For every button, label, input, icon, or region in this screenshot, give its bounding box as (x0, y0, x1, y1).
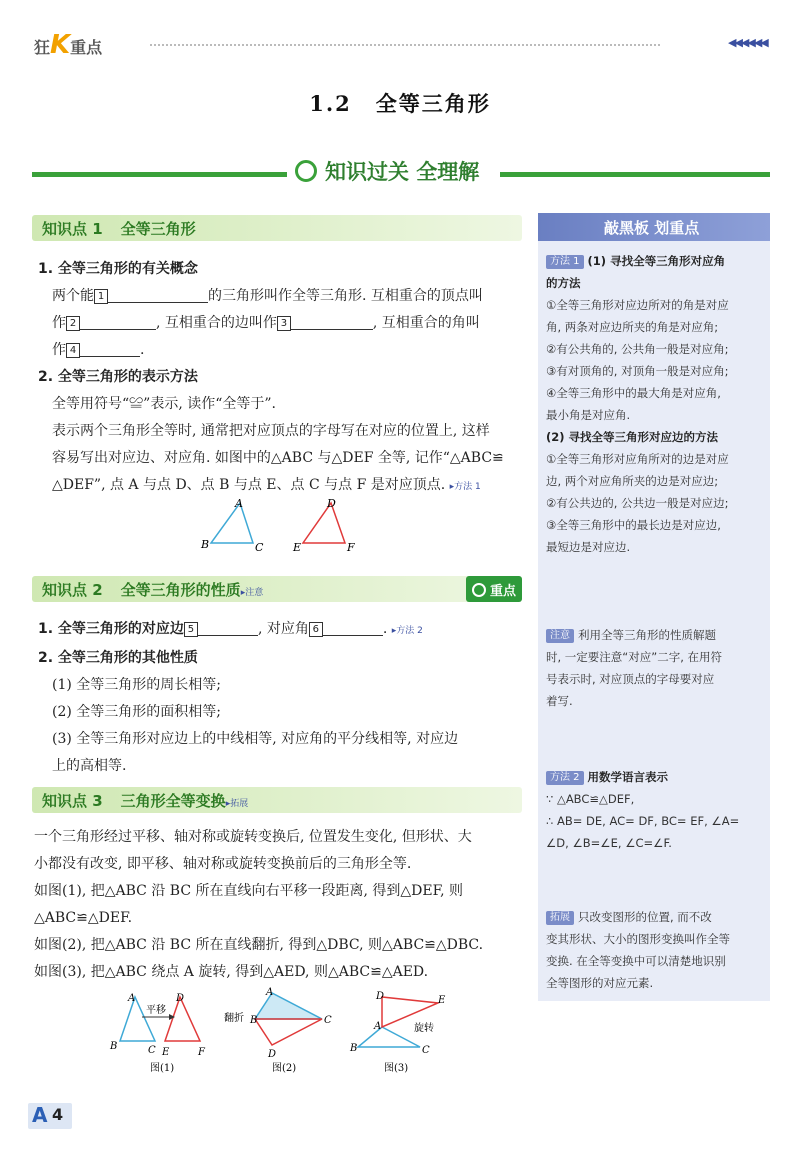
svg-text:翻折: 翻折 (224, 1013, 244, 1024)
svg-text:B: B (110, 1041, 118, 1052)
method-2-label: 方法 2 (546, 771, 584, 785)
triangle-abc (211, 503, 253, 543)
svg-text:D: D (176, 993, 185, 1004)
key-point-badge: 重点 (466, 576, 522, 602)
k2-item-3: (3) 全等三角形对应边上的中线相等, 对应角的平分线相等, 对应边 (52, 731, 459, 747)
knowledge-bar-1: 知识点 1 全等三角形 (32, 215, 522, 241)
blank-4-box: 4 (66, 343, 80, 358)
blank-6[interactable] (323, 618, 383, 636)
svg-text:A: A (128, 993, 136, 1004)
banner-line-right (500, 172, 770, 177)
blank-2-box: 2 (66, 316, 80, 331)
svg-text:A: A (266, 987, 274, 998)
method-1-label: 方法 1 (546, 255, 584, 269)
blank-6-box: 6 (309, 622, 323, 637)
k1-heading-1: 1. 全等三角形的有关概念 (38, 261, 198, 277)
k1-heading-2: 2. 全等三角形的表示方法 (38, 369, 198, 385)
svg-text:旋转: 旋转 (414, 1023, 434, 1034)
sidebar-method-2: 方法 2 用数学语言表示 ∵ △ABC≌△DEF, ∴ AB= DE, AC= DF, BC= EF, ∠A= ∠D, ∠B=∠E, ∠C=∠F. (546, 770, 740, 850)
svg-text:B: B (350, 1043, 358, 1054)
k3-content (34, 824, 483, 986)
knowledge-bar-3: 知识点 3 三角形全等变换▸拓展 (32, 787, 522, 813)
blank-3-box: 3 (277, 316, 291, 331)
k1-para-2: 表示两个三角形全等时, 通常把对应顶点的字母写在对应的位置上, 这样 (52, 423, 490, 439)
section-banner: 知识过关 全理解 (295, 156, 479, 186)
svg-text:C: C (324, 1015, 332, 1026)
k3-para-6: 如图(3), 把△ABC 绕点 A 旋转, 得到△AED, 则△ABC≌△AED. (34, 964, 429, 980)
svg-text:E: E (162, 1047, 170, 1058)
knowledge-bar-2: 知识点 2 全等三角形的性质▸注意 重点 (32, 576, 522, 602)
svg-text:F: F (198, 1047, 205, 1058)
k2-item-1: (1) 全等三角形的周长相等; (52, 677, 221, 693)
svg-text:平移: 平移 (146, 1005, 166, 1016)
sidebar-method-1: 方法 1 (1) 寻找全等三角形对应角 的方法 ①全等三角形对应边所对的角是对应 角, 两条对应边所夹的角是对应角; ②有公共角的, 公共角一般是对应角; ③有对顶角的, 对顶角一般是对应角; ④全等三角形中的最大角是对应角, 最小角是对应角. (2) 寻找全等三角形对应边的方法 ①全等三角形对应角所对的边是对应 边, 两个对应角所夹的边是对应边; ②有公共边的, 公共边一般是对应边; ③全等三角形中的最长边是对应边, 最短边是对应边. (546, 254, 729, 554)
k3-para-4: △ABC≌△DEF. (34, 910, 133, 926)
svg-text:C: C (422, 1045, 430, 1056)
method-2-link[interactable]: ▸方法 2 (391, 626, 423, 636)
banner-line-left (32, 172, 287, 177)
refresh-icon (295, 160, 317, 182)
sidebar-note: 注意 利用全等三角形的性质解题 时, 一定要注意“对应”二字, 在用符 号表示时, 对应顶点的字母要对应 着写. (546, 628, 723, 708)
blank-3[interactable] (291, 312, 373, 330)
fig-3-caption: 图(3) (384, 1063, 409, 1074)
blank-4[interactable] (80, 339, 140, 357)
blank-2[interactable] (80, 312, 156, 330)
k2-content: 1. 全等三角形的对应边 5 , 对应角 6 . ▸方法 2 2. 全等三角形的其他性质 (1) 全等三角形的周长相等; (2) 全等三角形的面积相等; (3) 全等三角形对应边上的中线相等, 对应角的平分线相等, 对应边 上的高相等. (38, 616, 458, 780)
sidebar-header: 敲黑板 划重点 (538, 213, 770, 241)
svg-text:B: B (201, 538, 210, 551)
svg-text:D: D (376, 991, 385, 1002)
brand-logo: 狂K重点 (34, 30, 103, 60)
target-icon (472, 583, 486, 597)
blank-1-box: 1 (94, 289, 108, 304)
fig-1-caption: 图(1) (150, 1063, 175, 1074)
blank-1[interactable] (108, 285, 208, 303)
k2-item-2: (2) 全等三角形的面积相等; (52, 704, 221, 720)
k3-para-3: 如图(1), 把△ABC 沿 BC 所在直线向右平移一段距离, 得到△DEF, 则 (34, 883, 464, 899)
svg-text:C: C (255, 541, 264, 554)
triangle-figure (195, 495, 365, 560)
triangle-def (303, 503, 345, 543)
transformation-figures (100, 985, 470, 1075)
k1-para-1: 全等用符号“≌”表示, 读作“全等于”. (52, 396, 276, 412)
svg-text:A: A (235, 497, 243, 510)
method-1-link[interactable]: ▸方法 1 (449, 482, 481, 492)
svg-text:E: E (293, 541, 302, 554)
note-label: 注意 (546, 629, 574, 643)
page-title: 1.2 全等三角形 (309, 91, 491, 116)
fig-2-caption: 图(2) (272, 1063, 297, 1074)
k3-para-5: 如图(2), 把△ABC 沿 BC 所在直线翻折, 得到△DBC, 则△ABC≌△DBC. (34, 937, 484, 953)
svg-text:B: B (250, 1015, 258, 1026)
k3-para-2: 小都没有改变, 即平移、轴对称或旋转变换前后的三角形全等. (34, 856, 412, 872)
k2-item-4: 上的高相等. (52, 758, 127, 774)
svg-text:A: A (374, 1021, 382, 1032)
header-divider (150, 44, 660, 46)
blank-5[interactable] (198, 618, 258, 636)
page-number: A 4 (28, 1103, 72, 1129)
k3-para-1: 一个三角形经过平移、轴对称或旋转变换后, 位置发生变化, 但形状、大 (34, 829, 472, 845)
header-arrows-icon: ◀◀◀◀◀◀ (728, 36, 767, 49)
k1-para-4: △DEF”, 点 A 与点 D、点 B 与点 E、点 C 与点 F 是对应顶点. (52, 477, 446, 493)
extension-label: 拓展 (546, 911, 574, 925)
svg-text:E: E (438, 995, 446, 1006)
blank-5-box: 5 (184, 622, 198, 637)
k1-para-3: 容易写出对应边、对应角. 如图中的△ABC 与△DEF 全等, 记作“△ABC≌ (52, 450, 504, 466)
svg-text:D: D (327, 497, 336, 510)
svg-text:F: F (347, 541, 355, 554)
a-logo-icon: A (32, 1103, 48, 1127)
svg-text:C: C (148, 1045, 156, 1056)
k1-content: 1. 全等三角形的有关概念 两个能 1 的三角形叫作全等三角形. 互相重合的顶点叫 作 2 , 互相重合的边叫作 3 , 互相重合的角叫 作 4 . 2. 全等三角形的表示方法 全等用符号“≌”表示, 读作“全等于”. 表示两个三角形全等时, 通常把对应顶点的字母写在对应的位置上, 这样 容易写出对应边、对应角. 如图中的△ABC 与△DEF 全等, 记作“△ABC≌ △DEF”, 点 A 与点 D、点 B 与点 E、点 C 与点 F 是对应顶点. ▸方法 1 (38, 256, 504, 501)
k2-heading-2: 2. 全等三角形的其他性质 (38, 650, 198, 666)
sidebar-extension: 拓展 只改变图形的位置, 而不改 变其形状、大小的图形变换叫作全等 变换. 在全等变换中可以清楚地识别 全等图形的对应元素. (546, 910, 730, 990)
svg-text:D: D (268, 1049, 277, 1060)
